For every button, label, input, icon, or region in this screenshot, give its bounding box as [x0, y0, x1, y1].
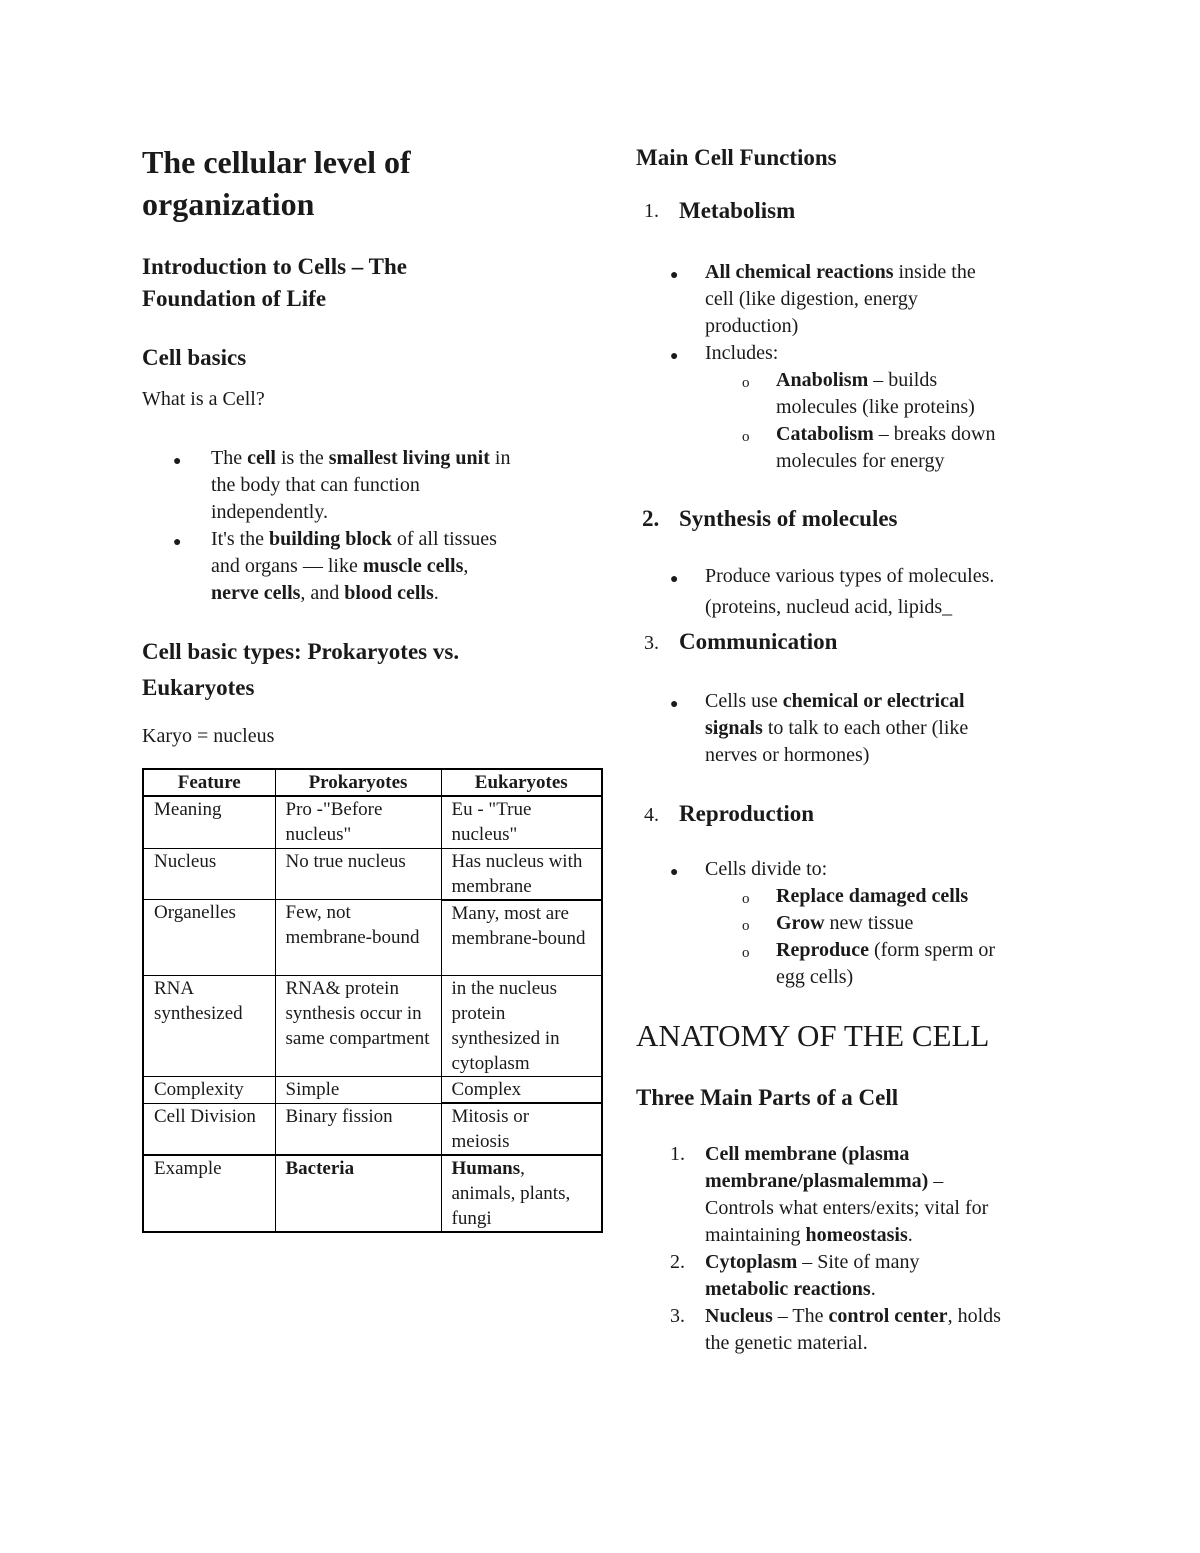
function-title-communication: Communication — [679, 629, 838, 654]
table-row — [143, 976, 602, 1077]
table-cell: Simple — [275, 1077, 441, 1104]
table-row — [143, 796, 602, 848]
table-cell: Cell Division — [143, 1103, 275, 1155]
list-number: 3. — [670, 1305, 685, 1327]
table-header: Feature — [143, 769, 275, 796]
list-item: It's the building block of all tissues and organs — like muscle cells, nerve cells, and blood cells. — [211, 528, 497, 604]
table-cell: Example — [143, 1155, 275, 1232]
bullet-icon: ● — [670, 865, 679, 880]
table-cell: Complexity — [143, 1077, 275, 1104]
table-cell: Few, not membrane-bound — [275, 900, 441, 976]
list-item: Includes: — [705, 342, 779, 364]
table-cell: Mitosis or meiosis — [441, 1103, 602, 1155]
list-item: Catabolism – breaks down molecules for energy — [776, 423, 996, 472]
table-row — [143, 900, 602, 976]
list-item: Grow new tissue — [776, 912, 914, 934]
table-cell: Humans, animals, plants, fungi — [441, 1155, 602, 1232]
function-title-reproduction: Reproduction — [679, 801, 815, 826]
table-header: Eukaryotes — [441, 769, 602, 796]
list-item: Cell membrane (plasma membrane/plasmalemma) – Controls what enters/exits; vital for maintaining homeostasis. — [705, 1143, 989, 1246]
list-item: Produce various types of molecules. (proteins, nucleud acid, lipids_ — [705, 565, 995, 618]
function-title-synthesis: Synthesis of molecules — [679, 506, 898, 531]
main-functions-heading: Main Cell Functions — [636, 145, 837, 170]
what-is-cell-text: What is a Cell? — [142, 388, 265, 410]
table-row — [143, 848, 602, 900]
table-cell: Binary fission — [275, 1103, 441, 1155]
intro-heading: Introduction to Cells – The Foundation of Life — [142, 254, 407, 311]
list-number: 4. — [644, 804, 659, 826]
karyo-text: Karyo = nucleus — [142, 725, 275, 747]
list-item: Anabolism – builds molecules (like proteins) — [776, 369, 975, 418]
table-cell: Complex — [441, 1077, 602, 1104]
table-cell: RNA synthesized — [143, 976, 275, 1077]
table-row — [143, 1155, 602, 1232]
table-cell: Has nucleus with membrane — [441, 848, 602, 900]
bullet-icon: ● — [173, 454, 182, 469]
table-cell: No true nucleus — [275, 848, 441, 900]
list-number: 1. — [670, 1143, 685, 1165]
sub-bullet-icon: o — [742, 945, 750, 961]
table-header: Prokaryotes — [275, 769, 441, 796]
table-row — [143, 1103, 602, 1155]
table-cell: Bacteria — [275, 1155, 441, 1232]
table-row — [143, 1077, 602, 1104]
anatomy-heading: ANATOMY OF THE CELL — [636, 1018, 990, 1053]
list-item: Nucleus – The control center, holds the genetic material. — [705, 1305, 1001, 1354]
list-item: Cells use chemical or electrical signals to talk to each other (like nerves or hormones) — [705, 690, 969, 766]
sub-bullet-icon: o — [742, 891, 750, 907]
comparison-table — [142, 768, 603, 1233]
three-parts-heading: Three Main Parts of a Cell — [636, 1085, 899, 1110]
list-item: Cytoplasm – Site of many metabolic reactions. — [705, 1251, 920, 1300]
bullet-icon: ● — [173, 535, 182, 550]
function-title-metabolism: Metabolism — [679, 198, 796, 223]
table-cell: Many, most are membrane-bound — [441, 900, 602, 976]
table-cell: Nucleus — [143, 848, 275, 900]
table-header-row — [143, 769, 602, 796]
list-item: Cells divide to: — [705, 858, 828, 880]
list-item: Replace damaged cells — [776, 885, 969, 907]
list-number: 2. — [670, 1251, 685, 1273]
table-cell: Eu - "True nucleus" — [441, 796, 602, 848]
cell-types-heading: Cell basic types: Prokaryotes vs. Eukaryotes — [142, 639, 460, 700]
cell-basics-heading: Cell basics — [142, 345, 247, 370]
list-number: 3. — [644, 632, 659, 654]
sub-bullet-icon: o — [742, 429, 750, 445]
list-item: All chemical reactions inside the cell (like digestion, energy production) — [705, 261, 976, 337]
bullet-icon: ● — [670, 572, 679, 587]
sub-bullet-icon: o — [742, 375, 750, 391]
bullet-icon: ● — [670, 268, 679, 283]
bullet-icon: ● — [670, 697, 679, 712]
page-title: The cellular level of organization — [142, 144, 411, 222]
list-number: 1. — [644, 200, 659, 222]
list-item: Reproduce (form sperm or egg cells) — [776, 939, 996, 988]
sub-bullet-icon: o — [742, 918, 750, 934]
bullet-icon: ● — [670, 349, 679, 364]
table-cell: Meaning — [143, 796, 275, 848]
table-cell: RNA& protein synthesis occur in same compartment — [275, 976, 441, 1077]
list-number: 2. — [642, 506, 660, 531]
list-item: The cell is the smallest living unit in the body that can function independently. — [211, 447, 511, 523]
table-cell: Pro -"Before nucleus" — [275, 796, 441, 848]
table-cell: Organelles — [143, 900, 275, 976]
table-cell: in the nucleus protein synthesized in cytoplasm — [441, 976, 602, 1077]
